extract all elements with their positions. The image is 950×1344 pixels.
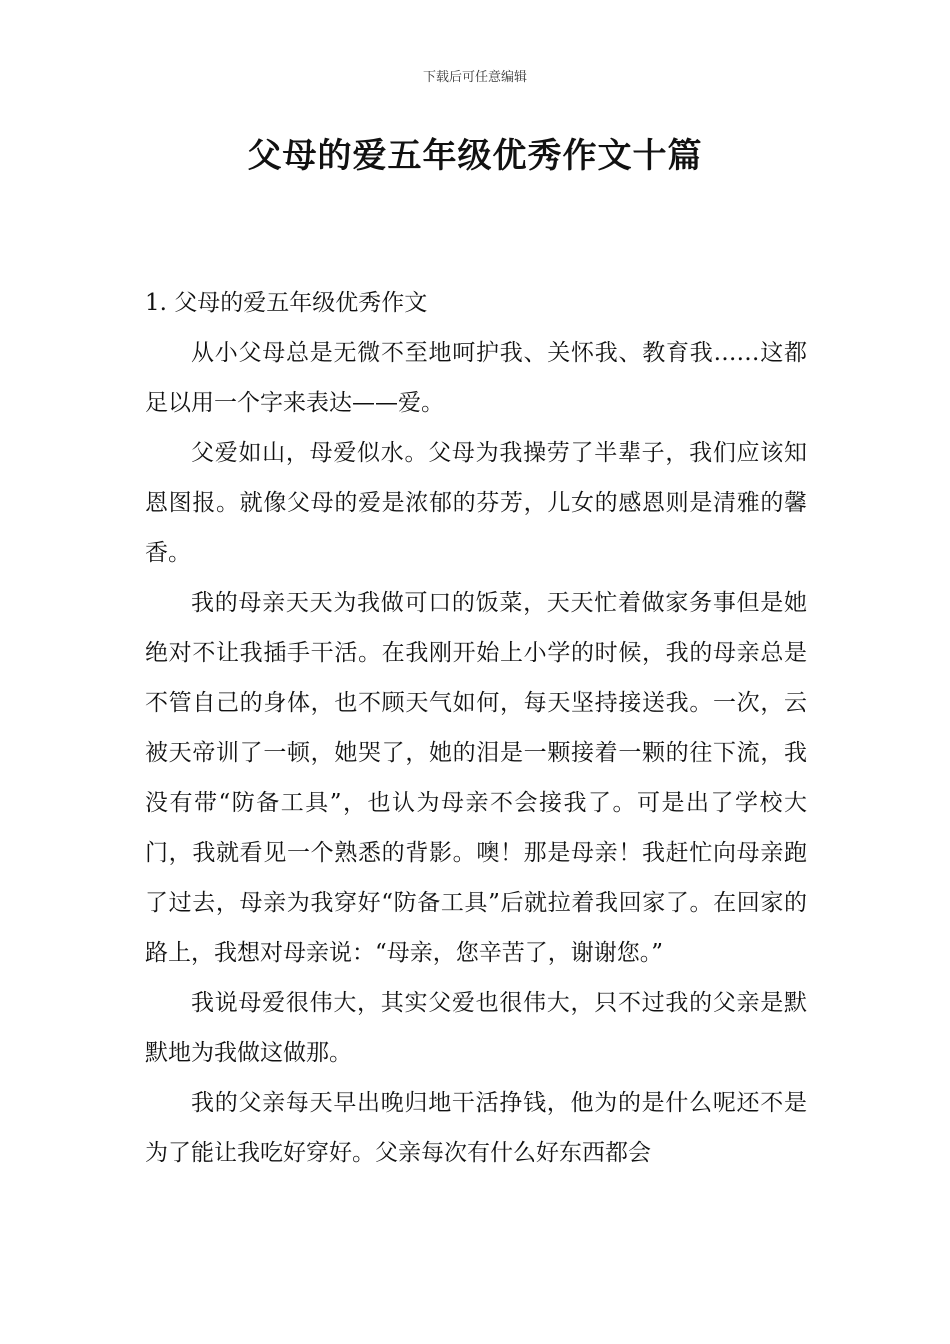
paragraph: 我的母亲天天为我做可口的饭菜，天天忙着做家务事但是她绝对不让我插手干活。在我刚开始上小学的时候，我的母亲总是不管自己的身体，也不顾天气如何，每天坚持接送我。一次，云被天帝训了一顿，她哭了，她的泪是一颗接着一颗的往下流，我没有带“防备工具”，也认为母亲不会接我了。可是出了学校大门，我就看见一个熟悉的背影。噢！那是母亲！我赶忙向母亲跑了过去，母亲为我穿好“防备工具”后就拉着我回家了。在回家的路上，我想对母亲说：“母亲，您辛苦了，谢谢您。” (145, 590, 807, 966)
paragraph: 我说母爱很伟大，其实父爱也很伟大，只不过我的父亲是默默地为我做这做那。 (145, 990, 807, 1066)
section-heading: 1. 父母的爱五年级优秀作文 (145, 290, 428, 316)
paragraph: 父爱如山，母爱似水。父母为我操劳了半辈子，我们应该知恩图报。就像父母的爱是浓郁的芬芳，儿女的感恩则是清雅的馨香。 (145, 440, 807, 566)
header-note: 下载后可任意编辑 (422, 70, 527, 85)
paragraph: 我的父亲每天早出晚归地干活挣钱，他为的是什么呢还不是为了能让我吃好穿好。父亲每次有什么好东西都会 (145, 1090, 807, 1166)
document-body (145, 278, 807, 1178)
paragraph: 从小父母总是无微不至地呵护我、关怀我、教育我……这都足以用一个字来表达——爱。 (145, 340, 807, 416)
document-title: 父母的爱五年级优秀作文十篇 (247, 136, 703, 176)
